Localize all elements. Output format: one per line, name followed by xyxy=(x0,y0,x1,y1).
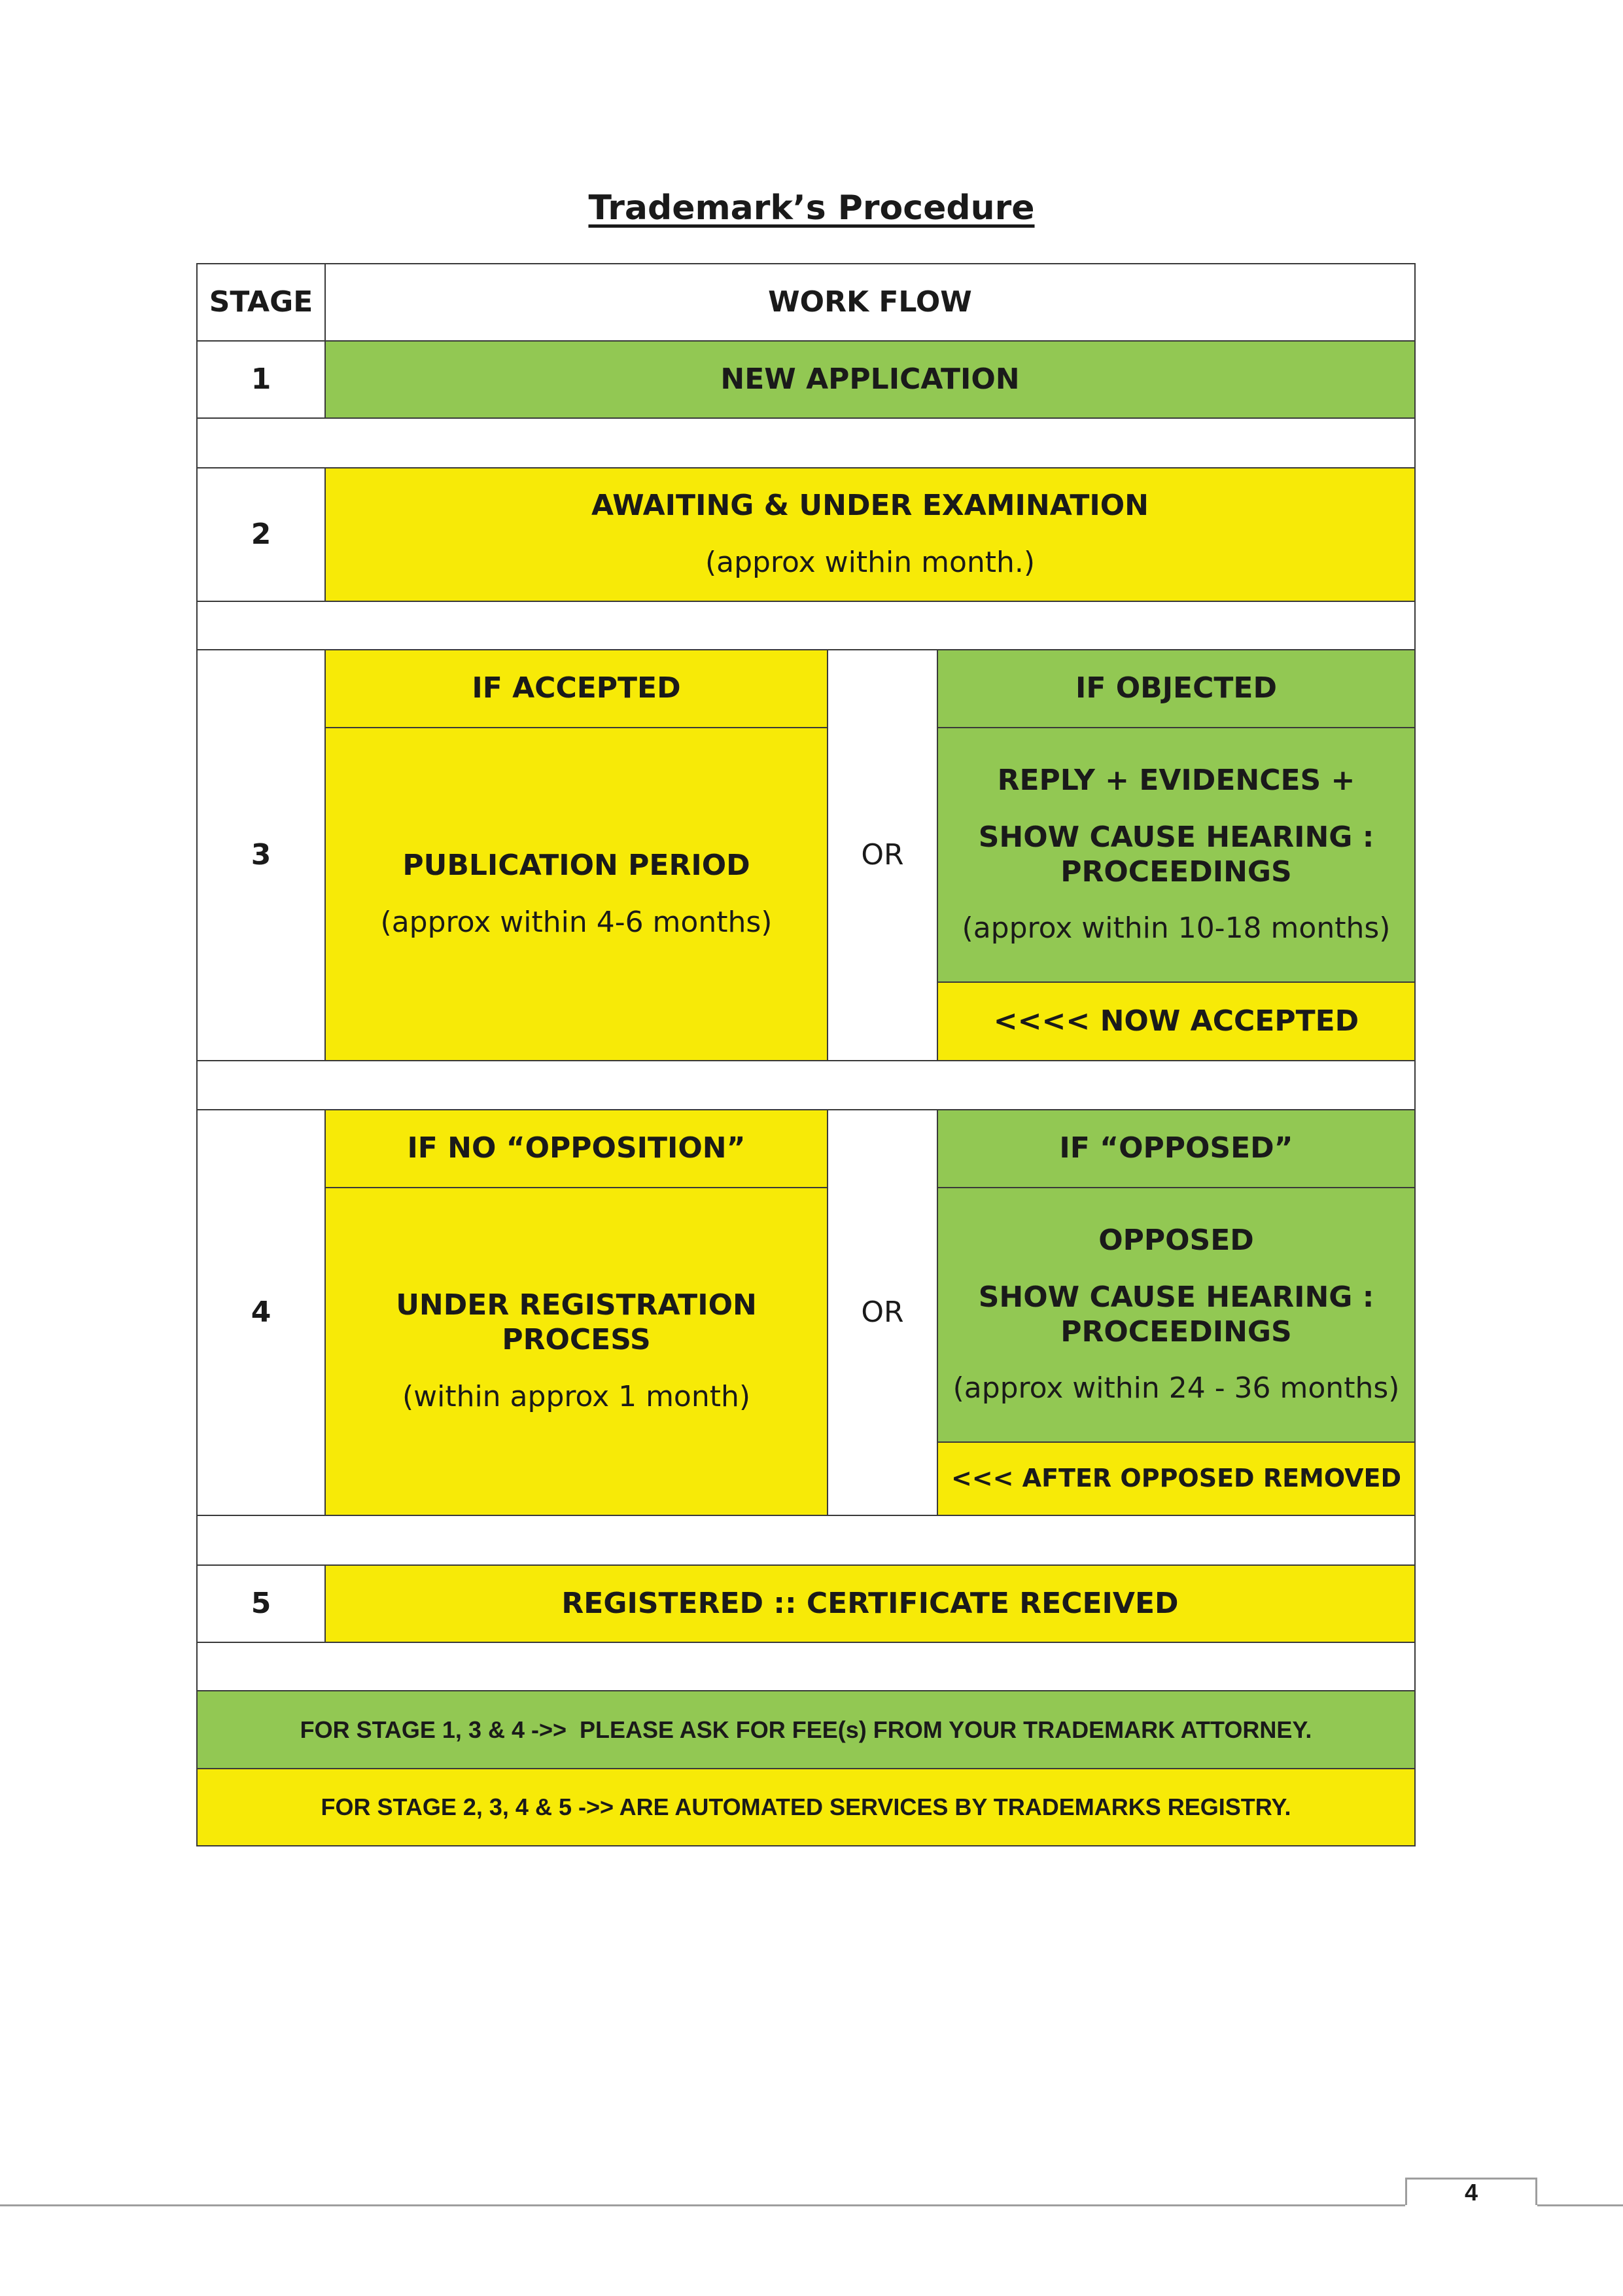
stage-column-header xyxy=(196,263,326,342)
stage-1-new-application: NEW APPLICATION xyxy=(324,340,1416,419)
reply-evidences-label: REPLY + EVIDENCES + xyxy=(997,763,1355,797)
publication-period-label: PUBLICATION PERIOD xyxy=(402,848,750,882)
footer-rule xyxy=(1537,2204,1623,2206)
stage-4-number: 4 xyxy=(196,1109,326,1516)
stage-4-if-opposed-header: IF “OPPOSED” xyxy=(937,1109,1416,1188)
show-cause-hearing-label: SHOW CAUSE HEARING : PROCEEDINGS xyxy=(978,1280,1374,1349)
objection-duration-note: (approx within 10-18 months) xyxy=(962,911,1391,945)
stage-1-number: 1 xyxy=(196,340,326,419)
stage-4-if-no-opposition-header: IF NO “OPPOSITION” xyxy=(324,1109,828,1188)
stage-4-opposition-proceedings xyxy=(937,1187,1416,1443)
stage-2-number: 2 xyxy=(196,467,326,602)
stage-3-if-accepted-header: IF ACCEPTED xyxy=(324,649,828,728)
fee-note: FOR STAGE 1, 3 & 4 ->> PLEASE ASK FOR FEE(s) FROM YOUR TRADEMARK ATTORNEY. xyxy=(196,1690,1416,1769)
stage-2-examination xyxy=(324,467,1416,602)
opposed-label: OPPOSED xyxy=(1098,1223,1254,1257)
under-registration-label: UNDER REGISTRATION PROCESS xyxy=(396,1288,757,1357)
stage-3-objection-proceedings xyxy=(937,727,1416,983)
page-title: Trademark’s Procedure xyxy=(588,188,1035,228)
workflow-header-label: WORK FLOW xyxy=(768,285,972,319)
stage-5-number: 5 xyxy=(196,1564,326,1643)
stage-3-if-objected-header: IF OBJECTED xyxy=(937,649,1416,728)
spacer-row xyxy=(196,601,1416,650)
spacer-row xyxy=(196,1060,1416,1110)
publication-period-note: (approx within 4-6 months) xyxy=(380,905,773,939)
under-registration-note: (within approx 1 month) xyxy=(402,1379,751,1413)
stage-2-note: (approx within month.) xyxy=(705,546,1036,579)
stage-4-after-opposed-removed: <<< AFTER OPPOSED REMOVED xyxy=(937,1441,1416,1516)
page-number: 4 xyxy=(1405,2178,1537,2205)
stage-3-publication-period xyxy=(324,727,828,1061)
stage-3-or: OR xyxy=(827,649,938,1061)
spacer-row xyxy=(196,1642,1416,1691)
stage-4-or: OR xyxy=(827,1109,938,1516)
show-cause-hearing-label: SHOW CAUSE HEARING : PROCEEDINGS xyxy=(978,820,1374,889)
spacer-row xyxy=(196,1515,1416,1566)
spacer-row xyxy=(196,417,1416,468)
stage-header-label: STAGE xyxy=(209,285,313,319)
stage-3-number: 3 xyxy=(196,649,326,1061)
opposition-duration-note: (approx within 24 - 36 months) xyxy=(952,1371,1400,1405)
stage-2-label: AWAITING & UNDER EXAMINATION xyxy=(591,489,1149,523)
footer-rule xyxy=(0,2204,1405,2206)
stage-3-now-accepted: <<<< NOW ACCEPTED xyxy=(937,981,1416,1061)
automated-services-note: FOR STAGE 2, 3, 4 & 5 ->> ARE AUTOMATED SERVICES BY TRADEMARKS REGISTRY. xyxy=(196,1768,1416,1846)
workflow-column-header xyxy=(324,263,1416,342)
stage-4-under-registration xyxy=(324,1187,828,1516)
stage-5-registered: REGISTERED :: CERTIFICATE RECEIVED xyxy=(324,1564,1416,1643)
